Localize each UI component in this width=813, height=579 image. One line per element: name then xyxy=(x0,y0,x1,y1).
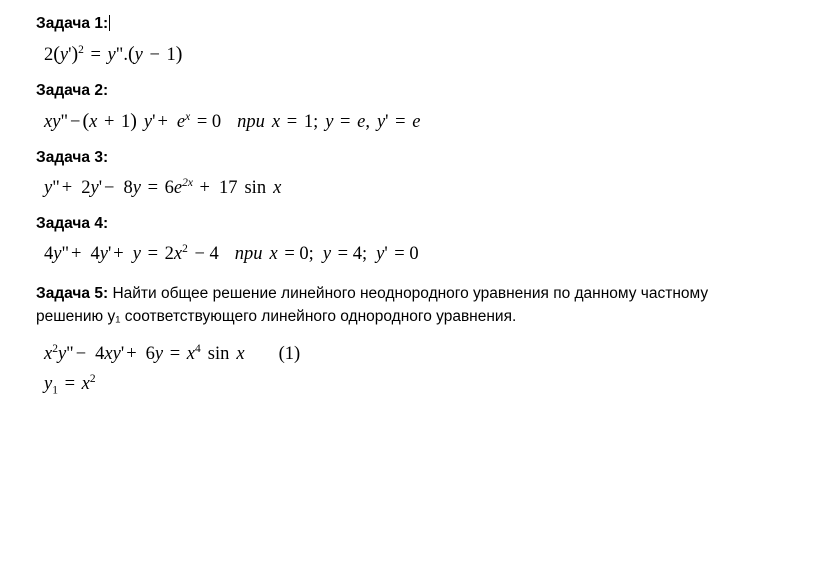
task-heading-3-colon: : xyxy=(102,149,109,166)
task-heading-2 xyxy=(36,81,813,101)
task-block-1 xyxy=(36,14,813,67)
task-formula-5b: $y_1 = x^2$ xyxy=(44,372,96,397)
task-heading-4-label: Задача 4 xyxy=(36,215,103,232)
task-heading-1-colon: : xyxy=(102,15,109,32)
task-block-4 xyxy=(36,214,813,266)
task-heading-5-colon: : xyxy=(102,285,109,302)
task-heading-2-label: Задача 2 xyxy=(36,82,103,99)
task-heading-3-label: Задача 3 xyxy=(36,149,103,166)
task-formula-5a: $x^2y$" − $4xy' + 6y = x^4$ sin x (1) xyxy=(44,342,301,364)
task-5-body: Найти общее решение линейного неоднородного уравнения по данному частному решению y₁ соответствующего линейного однородного уравнения. xyxy=(36,285,709,325)
task-block-2 xyxy=(36,81,813,134)
equation-number-1: (1) xyxy=(278,344,301,364)
task-heading-4-colon: : xyxy=(102,215,109,232)
task-heading-2-colon: : xyxy=(102,82,109,99)
text-cursor xyxy=(109,15,110,31)
task-heading-5 xyxy=(36,282,736,328)
task-formula-2: xy" − (x + 1) $y' + e^x = 0$ при x = 1; y = e, y' = e xyxy=(44,110,421,132)
task-formula-1: $2(y')^2$ = y".(y − 1) xyxy=(44,43,183,65)
task-heading-3 xyxy=(36,148,813,168)
task-heading-1-label: Задача 1 xyxy=(36,15,103,32)
task-heading-4 xyxy=(36,214,813,234)
task-block-5 xyxy=(36,282,813,396)
task-heading-5-label: Задача 5 xyxy=(36,285,103,302)
task-block-3 xyxy=(36,148,813,200)
task-formula-4: 4y" + $4y' + y = 2x^2 - 4$ при x = 0; y = 4; y' = 0 xyxy=(44,242,419,264)
task-formula-3: y" + $2y' - 8y = 6e^{2x} + 17$ sin x xyxy=(44,176,282,198)
task-heading-1 xyxy=(36,14,813,34)
